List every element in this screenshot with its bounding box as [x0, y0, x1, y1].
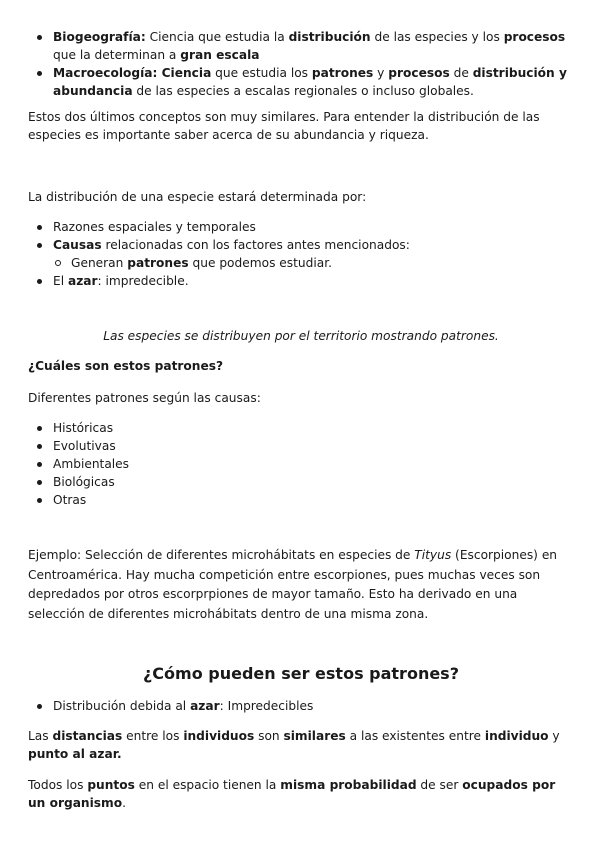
pattern-item: Biológicas	[28, 473, 574, 491]
patterns-intro: Diferentes patrones según las causas:	[28, 391, 261, 405]
pattern-item: Históricas	[28, 419, 574, 437]
list-item-random: Distribución debida al azar: Impredecibles	[28, 697, 574, 715]
determinants-block	[28, 218, 574, 290]
pattern-item: Evolutivas	[28, 437, 574, 455]
caption: Las especies se distribuyen por el territorio mostrando patrones.	[103, 329, 499, 343]
pattern-item: Ambientales	[28, 455, 574, 473]
list-item-razones: Razones espaciales y temporales	[28, 218, 574, 236]
paragraph-similar: Estos dos últimos conceptos son muy similares. Para entender la distribución de las especies es importante saber acerca de su abundancia y riqueza.	[28, 110, 540, 142]
paragraph-distances: Las distancias entre los individuos son similares a las existentes entre individuo y punto al azar.	[28, 729, 560, 761]
list-item-azar: El azar: impredecible.	[28, 272, 574, 290]
term-biogeografia: Biogeografía:	[53, 30, 146, 44]
list-item-biogeografia: Biogeografía: Ciencia que estudia la distribución de las especies y los procesos que la determinan a gran escala	[28, 28, 574, 64]
patterns-list	[28, 419, 574, 509]
question-heading: ¿Cuáles son estos patrones?	[28, 359, 224, 373]
sublist-item-generan: Generan patrones que podemos estudiar.	[28, 254, 574, 272]
example-paragraph: Ejemplo: Selección de diferentes microhábitats en especies de Tityus (Escorpiones) en Centroamérica. Hay mucha competición entre escorpiones, pues muchas veces son depredados por otros escorprpiones de mayor tamaño. Esto ha derivado en una selección de diferentes microhábitats dentro de una misma zona.	[28, 548, 558, 621]
random-list	[28, 697, 574, 715]
section-heading: ¿Cómo pueden ser estos patrones?	[143, 664, 459, 683]
determinants-sublist	[28, 254, 574, 272]
term-macroecologia: Macroecología: Ciencia	[53, 66, 212, 80]
pattern-item: Otras	[28, 491, 574, 509]
species-name: Tityus	[414, 548, 452, 562]
definitions-list	[28, 28, 574, 100]
paragraph-determined: La distribución de una especie estará determinada por:	[28, 190, 367, 204]
paragraph-points: Todos los puntos en el espacio tienen la misma probabilidad de ser ocupados por un organismo.	[28, 778, 556, 810]
determinants-list-cont	[28, 272, 574, 290]
determinants-list	[28, 218, 574, 254]
list-item-macroecologia: Macroecología: Ciencia que estudia los patrones y procesos de distribución y abundancia de las especies a escalas regionales o incluso globales.	[28, 64, 574, 100]
list-item-causas: Causas relacionadas con los factores antes mencionados:	[28, 236, 574, 254]
